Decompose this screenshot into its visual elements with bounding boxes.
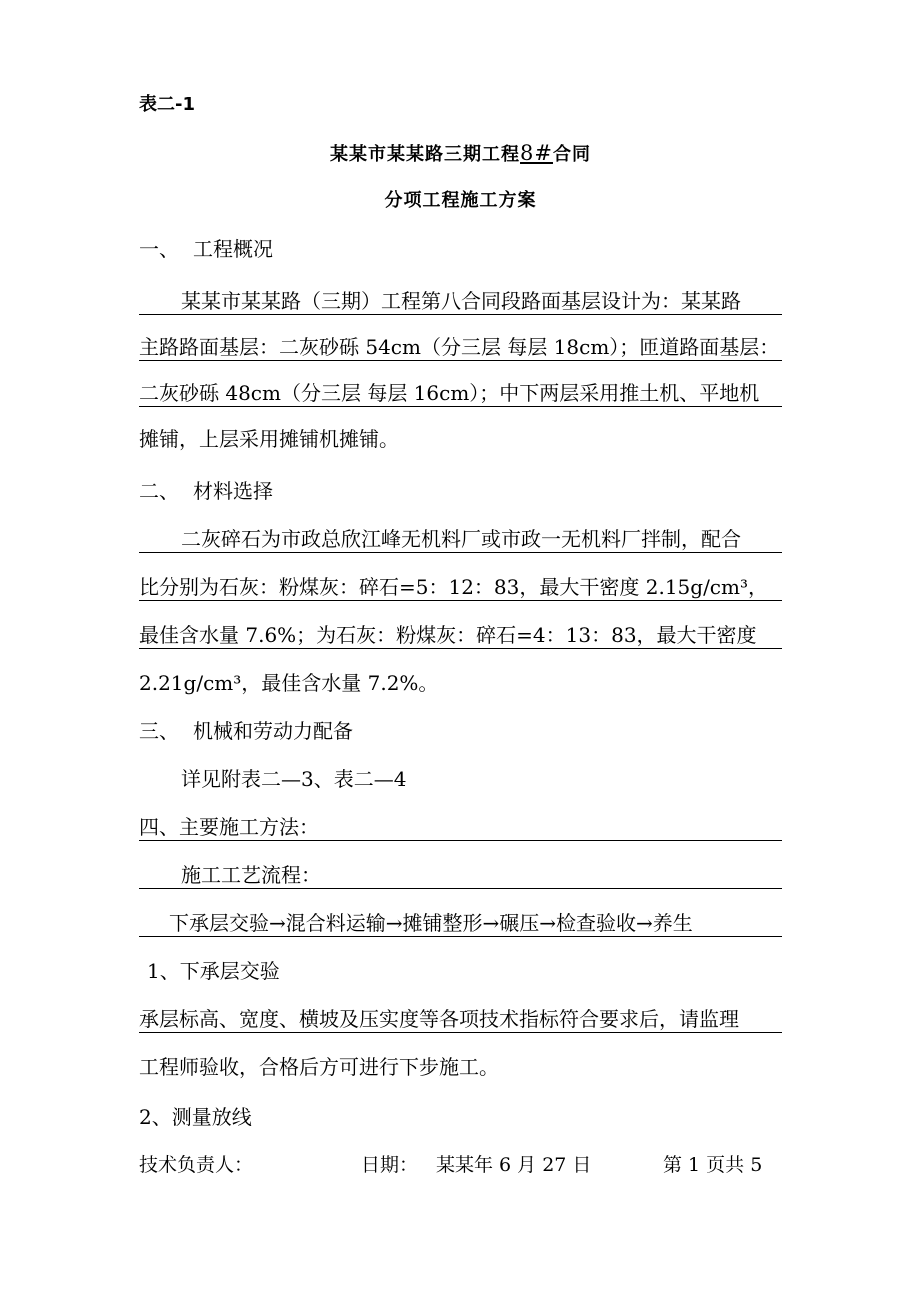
section-1-paragraph-line-4 (139, 426, 782, 452)
process-flow-label: 施工工艺流程： (139, 862, 782, 889)
section-3-heading (139, 718, 782, 744)
section-2-paragraph-line-4-text: 2.21g/cm³，最佳含水量 7.2%。 (139, 671, 439, 695)
step-2-heading-text: 2、测量放线 (139, 1105, 252, 1129)
section-2-paragraph-line-4 (139, 670, 782, 696)
section-3-number: 三、 (139, 719, 179, 743)
process-flow: 下承层交验→混合料运输→摊铺整形→碾压→检查验收→养生 (139, 910, 782, 937)
section-3-paragraph-text: 详见附表二—3、表二—4 (181, 767, 407, 791)
section-2-title: 材料选择 (193, 479, 273, 503)
section-4-heading: 四、主要施工方法： (139, 814, 782, 841)
section-3-title: 机械和劳动力配备 (193, 719, 353, 743)
tech-lead-label: 技术负责人： (139, 1154, 254, 1176)
title-prefix: 某某市某某路三期工程 (330, 144, 521, 165)
section-2-heading (139, 478, 782, 504)
document-subtitle: 分项工程施工方案 (384, 190, 537, 211)
step-1-heading (139, 958, 782, 984)
section-1-paragraph-line-2: 主路路面基层：二灰砂砾 54cm（分三层 每层 18cm）；匝道路面基层： (139, 334, 782, 361)
title-number: 8# (520, 141, 553, 165)
step-1-paragraph-line-1: 承层标高、宽度、横坡及压实度等各项技术指标符合要求后，请监理 (139, 1006, 782, 1033)
section-1-heading (139, 236, 782, 262)
table-reference: 表二-1 (139, 94, 195, 115)
section-1-number: 一、 (139, 237, 179, 261)
document-title (139, 140, 782, 168)
section-2-number: 二、 (139, 479, 179, 503)
step-1-paragraph-line-2-text: 工程师验收，合格后方可进行下步施工。 (139, 1055, 499, 1079)
date-label: 日期： (361, 1154, 419, 1176)
title-suffix: 合同 (552, 144, 591, 165)
page-info: 第 1 页共 5 (663, 1154, 763, 1176)
date-value: 某某年 6 月 27 日 (436, 1154, 592, 1176)
section-1-title: 工程概况 (193, 237, 273, 261)
section-2-paragraph-line-2: 比分别为石灰：粉煤灰：碎石=5：12：83，最大干密度 2.15g/cm³， (139, 574, 782, 601)
section-3-paragraph (139, 766, 782, 792)
section-1-paragraph-line-4-text: 摊铺，上层采用摊铺机摊铺。 (139, 427, 399, 451)
section-1-paragraph-line-3: 二灰砂砾 48cm（分三层 每层 16cm）；中下两层采用推土机、平地机 (139, 380, 782, 407)
step-1-heading-text: 1、下承层交验 (139, 959, 280, 984)
step-1-paragraph-line-2 (139, 1054, 782, 1080)
step-2-heading (139, 1104, 782, 1130)
section-2-paragraph-line-3: 最佳含水量 7.6%；为石灰：粉煤灰：碎石=4：13：83，最大干密度 (139, 622, 782, 649)
section-1-paragraph-line-1: 某某市某某路（三期）工程第八合同段路面基层设计为：某某路 (139, 288, 782, 315)
section-2-paragraph-line-1: 二灰碎石为市政总欣江峰无机料厂或市政一无机料厂拌制，配合 (139, 526, 782, 553)
